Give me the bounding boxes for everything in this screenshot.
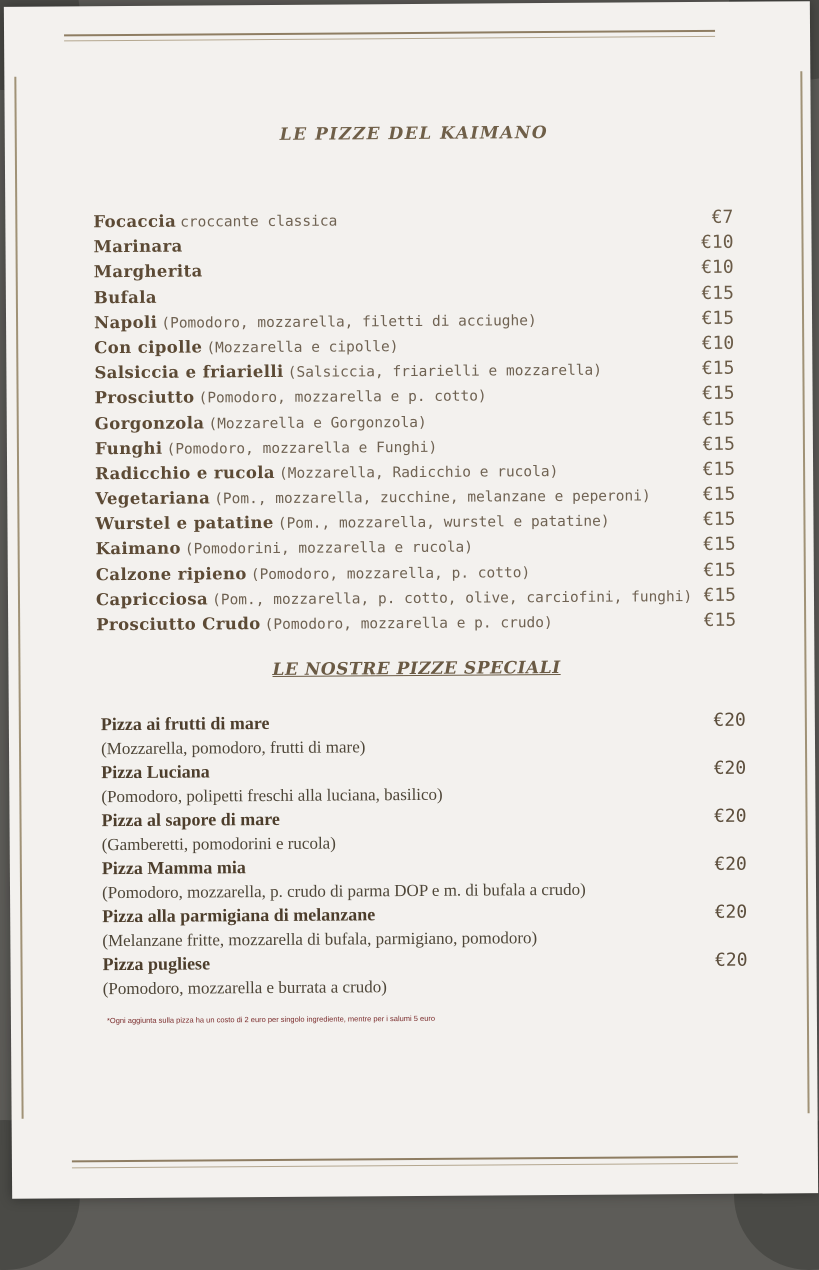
- pizza-price: €15: [703, 509, 736, 530]
- menu-item-text: [94, 310, 537, 332]
- border-line: [64, 36, 715, 42]
- special-description: (Pomodoro, mozzarella, p. crudo di parma DOP e m. di bufala a crudo): [102, 877, 747, 905]
- menu-item-text: [93, 237, 186, 257]
- border-line: [14, 77, 23, 1119]
- pizza-description: (Pomodoro, mozzarella e p. cotto): [199, 389, 487, 407]
- pizza-name: Prosciutto: [95, 388, 195, 408]
- pizza-price: €10: [701, 232, 734, 253]
- pizza-price: €7: [712, 207, 734, 228]
- pizza-name: Gorgonzola: [95, 413, 205, 433]
- special-price: €20: [715, 950, 748, 971]
- special-description: (Gamberetti, pomodorini e rucola): [102, 829, 747, 857]
- pizza-price: €15: [703, 585, 736, 606]
- pizza-name: Kaimano: [96, 539, 181, 559]
- pizza-name: Napoli: [94, 313, 157, 332]
- pizza-description: (Pomodoro, mozzarella e Funghi): [167, 440, 438, 458]
- border-line: [72, 1163, 738, 1169]
- special-item: [101, 758, 746, 809]
- special-item: [101, 710, 746, 761]
- pizza-name: Calzone ripieno: [96, 564, 247, 584]
- pizza-name: Marinara: [93, 237, 182, 257]
- special-name: Pizza Mamma mia: [102, 857, 246, 879]
- menu-item-text: [96, 612, 553, 634]
- pizza-price: €15: [701, 307, 734, 328]
- menu-item-text: [96, 562, 530, 584]
- menu-item-text: [93, 211, 337, 232]
- pizza-description: (Pomodoro, mozzarella e p. crudo): [265, 615, 553, 633]
- special-description: (Melanzane fritte, mozzarella di bufala, parmigiano, pomodoro): [102, 925, 747, 953]
- pizza-price: €10: [702, 333, 735, 354]
- special-price: €20: [714, 806, 747, 827]
- menu-item-text: [94, 336, 398, 357]
- pizza-price: €15: [702, 358, 735, 379]
- footnote: *Ogni aggiunta sulla pizza ha un costo di 2 euro per singolo ingrediente, mentre per i salumi 5 euro: [107, 1014, 435, 1025]
- pizza-description: (Salsiccia, friarielli e mozzarella): [288, 363, 602, 381]
- pizza-name: Salsiccia e friarielli: [94, 362, 283, 382]
- pizza-price: €15: [703, 534, 736, 555]
- specials-title: LE NOSTRE PIZZE SPECIALI: [272, 658, 560, 680]
- pizza-name: Vegetariana: [95, 488, 210, 508]
- special-name: Pizza pugliese: [102, 953, 210, 975]
- special-price: €20: [714, 758, 747, 779]
- special-price: €20: [715, 902, 748, 923]
- pizza-name: Capricciosa: [96, 589, 208, 609]
- menu-item-text: [96, 586, 692, 609]
- menu-item-text: [95, 461, 558, 483]
- menu-item-text: [95, 511, 609, 534]
- menu-item-text: [95, 485, 650, 508]
- pizza-description: (Pom., mozzarella, wurstel e patatine): [278, 514, 610, 532]
- menu-item-text: [94, 287, 161, 306]
- menu-item-text: [95, 411, 427, 432]
- special-description: (Pomodoro, mozzarella e burrata a crudo): [103, 973, 748, 1001]
- border-line: [800, 71, 809, 1113]
- pizza-price: €15: [703, 559, 736, 580]
- pizza-name: Margherita: [94, 262, 203, 282]
- special-name: Pizza al sapore di mare: [101, 809, 279, 831]
- pizza-description: (Mozzarella, Radicchio e rucola): [279, 464, 558, 482]
- pizza-price: €15: [704, 610, 737, 631]
- pizza-price: €15: [703, 484, 736, 505]
- pizza-name: Focaccia: [93, 212, 176, 232]
- menu-item-text: [94, 262, 207, 282]
- pizza-name: Bufala: [94, 287, 157, 306]
- pizza-price: €15: [701, 282, 734, 303]
- menu-item-text: [96, 537, 473, 559]
- pizza-description: (Mozzarella e Gorgonzola): [208, 414, 426, 432]
- menu-title: LE PIZZE DEL KAIMANO: [280, 123, 549, 145]
- border-line: [64, 30, 715, 37]
- pizza-price: €15: [702, 408, 735, 429]
- menu-item-text: [95, 386, 487, 408]
- specials-list: [101, 710, 748, 1002]
- menu-item-text: [94, 360, 602, 383]
- pizza-price: €10: [701, 257, 734, 278]
- special-description: (Mozzarella, pomodoro, frutti di mare): [101, 733, 746, 761]
- menu-item: [96, 610, 736, 640]
- special-name: Pizza Luciana: [101, 761, 210, 783]
- pizza-name: Prosciutto Crudo: [96, 614, 261, 634]
- special-price: €20: [714, 854, 747, 875]
- pizza-description: (Pom., mozzarella, zucchine, melanzane e peperoni): [214, 488, 651, 507]
- pizza-list: [93, 207, 736, 640]
- special-description: (Pomodoro, polipetti freschi alla luciana, basilico): [101, 781, 746, 809]
- special-name: Pizza ai frutti di mare: [101, 713, 270, 735]
- border-line: [72, 1156, 738, 1163]
- pizza-name: Radicchio e rucola: [95, 463, 275, 483]
- pizza-price: €15: [702, 383, 735, 404]
- menu-sheet: [4, 1, 818, 1199]
- pizza-description: (Pomodoro, mozzarella, p. cotto): [251, 565, 530, 583]
- pizza-name: Wurstel e patatine: [95, 513, 273, 533]
- special-item: [101, 806, 746, 857]
- special-item: [102, 950, 747, 1001]
- pizza-price: €15: [702, 433, 735, 454]
- pizza-description: croccante classica: [180, 214, 337, 231]
- pizza-description: (Pomodoro, mozzarella, filetti di acciughe): [161, 313, 536, 332]
- pizza-price: €15: [703, 459, 736, 480]
- special-name: Pizza alla parmigiana di melanzane: [102, 904, 375, 927]
- pizza-description: (Mozzarella e cipolle): [206, 339, 398, 356]
- special-price: €20: [713, 710, 746, 731]
- pizza-name: Funghi: [95, 438, 163, 457]
- special-item: [102, 854, 747, 905]
- pizza-name: Con cipolle: [94, 337, 202, 357]
- pizza-description: (Pom., mozzarella, p. cotto, olive, carciofini, funghi): [212, 589, 692, 608]
- menu-item-text: [95, 437, 437, 458]
- pizza-description: (Pomodorini, mozzarella e rucola): [185, 540, 473, 558]
- special-item: [102, 902, 747, 953]
